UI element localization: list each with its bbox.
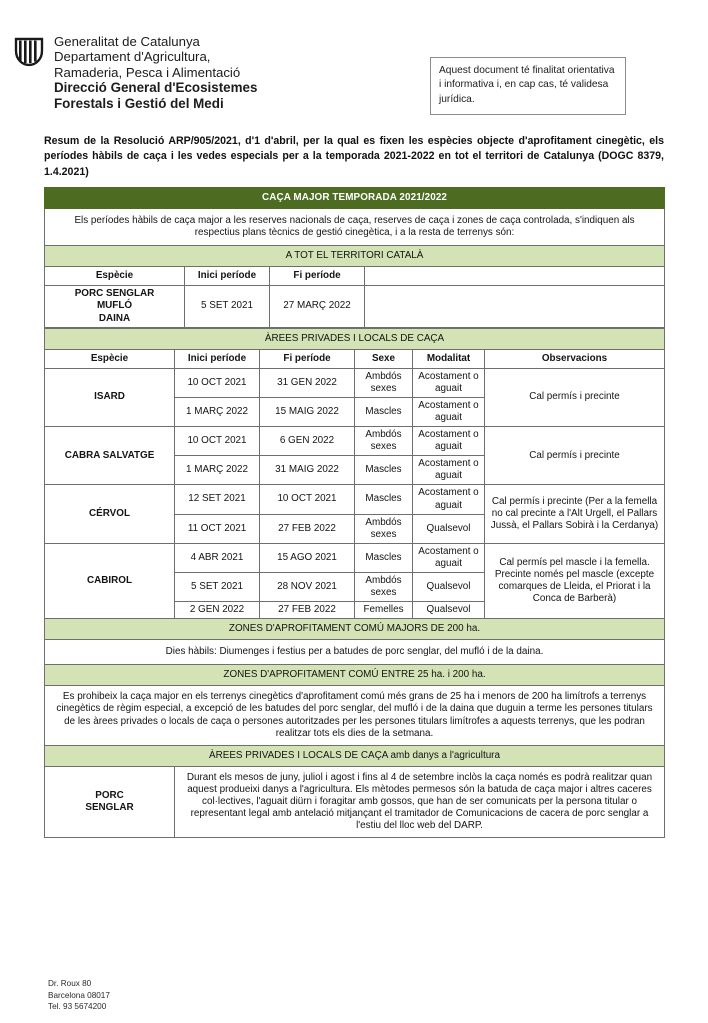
species-line: PORC: [95, 789, 124, 801]
text-zones-majors-200: Dies hàbils: Diumenges i festius per a batudes de porc senglar, del mufló i de la daina.: [45, 640, 665, 665]
table-row: [45, 188, 665, 209]
table-row: [45, 328, 665, 349]
cell-inici-periode: 4 ABR 2021: [175, 543, 260, 572]
cell-sexe: Ambdós sexes: [355, 427, 413, 456]
intro-line-2: d'aprofitament cinegètic, els períodes hàbils de caça i les vedes especials per a la temporada 2021-2022: [44, 134, 664, 163]
intro-line-3: en tot el territori de Catalunya (DOGC 8379, 1.4.2021): [44, 150, 664, 178]
table-row: [45, 745, 665, 766]
table-row: [45, 286, 665, 327]
species-line: MUFLÓ: [96, 300, 133, 312]
cell-modalitat: Acostament o aguait: [413, 485, 485, 514]
cell-modalitat: Qualsevol: [413, 514, 485, 543]
col-header-fi: Fi període: [270, 267, 365, 286]
cell-fi-periode: 15 MAIG 2022: [260, 397, 355, 426]
band-zones-entre-25-200: ZONES D'APROFITAMENT COMÚ ENTRE 25 ha. i 200 ha.: [45, 665, 665, 686]
cell-sexe: Mascles: [355, 485, 413, 514]
main-band-title: CAÇA MAJOR TEMPORADA 2021/2022: [45, 188, 665, 209]
cell-modalitat: Acostament o aguait: [413, 543, 485, 572]
org-line-2: Departament d'Agricultura,: [54, 49, 211, 65]
cell-modalitat: Qualsevol: [413, 602, 485, 619]
cell-sexe: Mascles: [355, 456, 413, 485]
cell-modalitat: Acostament o aguait: [413, 456, 485, 485]
cell-fi-periode: 6 GEN 2022: [260, 427, 355, 456]
table-caca-major: [44, 187, 665, 328]
table-row: [45, 686, 665, 745]
cell-sexe: Femelles: [355, 602, 413, 619]
table-row: [45, 665, 665, 686]
cell-sexe: Mascles: [355, 543, 413, 572]
cell-sexe: Ambdós sexes: [355, 514, 413, 543]
band-arees-danys-agricultura: ÀREES PRIVADES I LOCALS DE CAÇA amb danys a l'agricultura: [45, 745, 665, 766]
cell-inici-periode: 10 OCT 2021: [175, 427, 260, 456]
cell-inici-periode: 12 SET 2021: [175, 485, 260, 514]
species-cabra-salvatge: CABRA SALVATGE: [45, 427, 175, 485]
cell-modalitat: Acostament o aguait: [413, 368, 485, 397]
cell-observacions: Cal permís i precinte (Per a la femella no cal precinte a l'Alt Urgell, el Pallars Jussà, el Pallars Sobirà i la Cerdanya): [485, 485, 665, 543]
footer-city: Barcelona 08017: [48, 990, 110, 1000]
intro-paragraph: [44, 134, 664, 180]
intro-note-text: Els períodes hàbils de caça major a les reserves nacionals de caça, reserves de caça i zones de caça controlada, s'indiquen als respectius plans tècnics de gestió cinegètica, i a la resta de terrenys són:: [45, 209, 665, 246]
table-row: [45, 543, 665, 572]
cell-modalitat: Qualsevol: [413, 572, 485, 601]
cell-fi-periode: 27 MARÇ 2022: [270, 286, 365, 327]
cell-fi-periode: 27 FEB 2022: [260, 514, 355, 543]
cell-fi-periode: 10 OCT 2021: [260, 485, 355, 514]
generalitat-catalunya-logo-icon: [14, 37, 44, 67]
org-line-1: Generalitat de Catalunya: [54, 34, 200, 49]
cell-inici-periode: 10 OCT 2021: [175, 368, 260, 397]
footer-address: [48, 978, 110, 1013]
cell-fi-periode: 28 NOV 2021: [260, 572, 355, 601]
cell-inici-periode: 1 MARÇ 2022: [175, 456, 260, 485]
document-header: [0, 0, 708, 112]
cell-fi-periode: 31 GEN 2022: [260, 368, 355, 397]
band-zones-majors-200: ZONES D'APROFITAMENT COMÚ MAJORS DE 200 ha.: [45, 619, 665, 640]
col-header-inici: Inici període: [185, 267, 270, 286]
col-header-blank: [365, 267, 665, 286]
org-line-3: Ramaderia, Pesca i Alimentació: [54, 64, 241, 80]
cell-inici-periode: 1 MARÇ 2022: [175, 397, 260, 426]
text-zones-entre-25-200: Es prohibeix la caça major en els terrenys cinegètics d'aprofitament comú més grans de 25 ha i menors de 200 ha limítrofs a terrenys cinegètics de règim especial, a excepció de les batudes del porc senglar, del mufló i de la daina que duguin a terme les persones titulars de les àrees privades o locals de caça o persones autoritzades per les persones titulars limítrofes a aquests terrenys, que les podran realitzar tots els dies de la setmana.: [45, 686, 665, 745]
cell-modalitat: Acostament o aguait: [413, 397, 485, 426]
legal-notice-box: Aquest document té finalitat orientativa i informativa i, en cap cas, té validesa jurídica.: [430, 57, 626, 115]
organization-block: [54, 34, 257, 112]
intro-line-1: Resum de la Resolució ARP/905/2021, d'1 d'abril, per la qual es fixen les espècies objecte: [44, 134, 515, 147]
species-line: DAINA: [98, 312, 131, 324]
org-line-bold-2: Forestals i Gestió del Medi: [54, 95, 224, 111]
cell-observacions: Cal permís pel mascle i la femella. Precinte només pel mascle (excepte comarques de Lleida, el Priorat i la Conca de Barberà): [485, 543, 665, 618]
cell-fi-periode: 31 MAIG 2022: [260, 456, 355, 485]
table-row: [45, 766, 665, 837]
cell-inici-periode: 5 SET 2021: [185, 286, 270, 327]
footer-phone: Tel. 93 5674200: [48, 1002, 107, 1012]
cell-observacions: Cal permís i precinte: [485, 427, 665, 485]
table-row: [45, 619, 665, 640]
text-danys-agricultura: Durant els mesos de juny, juliol i agost i fins al 4 de setembre inclòs la caça només es podrà realitzar quan aquest produeixi danys a l'agricultura. Els mètodes permesos són la batuda de caça major i altres caceres col·lectives, l'aguait diürn i foragitar amb gossos, que han de ser comunicats per la persona titular o representant legal amb antelació mitjançant el tramitador de Comunicacions de cacera de porc senglar a l'estiu del lloc web del DARP.: [175, 766, 665, 837]
cell-sexe: Mascles: [355, 397, 413, 426]
cell-inici-periode: 5 SET 2021: [175, 572, 260, 601]
col-header-fi: Fi període: [260, 349, 355, 368]
table-header-row: [45, 349, 665, 368]
cell-blank: [365, 286, 665, 327]
table-row: [45, 368, 665, 397]
table-arees-privades: [44, 328, 665, 839]
species-line: SENGLAR: [85, 801, 134, 813]
species-isard: ISARD: [45, 368, 175, 426]
col-header-especie: Espècie: [45, 349, 175, 368]
cell-inici-periode: 11 OCT 2021: [175, 514, 260, 543]
org-line-bold-1: Direcció General d'Ecosistemes: [54, 80, 258, 96]
species-line: PORC SENGLAR: [74, 288, 155, 300]
species-porc-senglar-danys: [45, 766, 175, 837]
band-territori-catala: A TOT EL TERRITORI CATALÀ: [45, 246, 665, 267]
species-cervol: CÉRVOL: [45, 485, 175, 543]
col-header-inici: Inici període: [175, 349, 260, 368]
table-row: [45, 485, 665, 514]
cell-fi-periode: 15 AGO 2021: [260, 543, 355, 572]
cell-sexe: Ambdós sexes: [355, 368, 413, 397]
col-header-modalitat: Modalitat: [413, 349, 485, 368]
cell-inici-periode: 2 GEN 2022: [175, 602, 260, 619]
band-arees-privades: ÀREES PRIVADES I LOCALS DE CAÇA: [45, 328, 665, 349]
cell-fi-periode: 27 FEB 2022: [260, 602, 355, 619]
table-header-row: [45, 267, 665, 286]
cell-modalitat: Acostament o aguait: [413, 427, 485, 456]
species-porc-senglar-muflo-daina: [45, 286, 185, 327]
table-row: [45, 246, 665, 267]
col-header-sexe: Sexe: [355, 349, 413, 368]
cell-sexe: Ambdós sexes: [355, 572, 413, 601]
footer-street: Dr. Roux 80: [48, 979, 92, 989]
col-header-observacions: Observacions: [485, 349, 665, 368]
cell-observacions: Cal permís i precinte: [485, 368, 665, 426]
table-row: [45, 640, 665, 665]
table-row: [45, 209, 665, 246]
species-cabirol: CABIROL: [45, 543, 175, 618]
table-row: [45, 427, 665, 456]
col-header-especie: Espècie: [45, 267, 185, 286]
